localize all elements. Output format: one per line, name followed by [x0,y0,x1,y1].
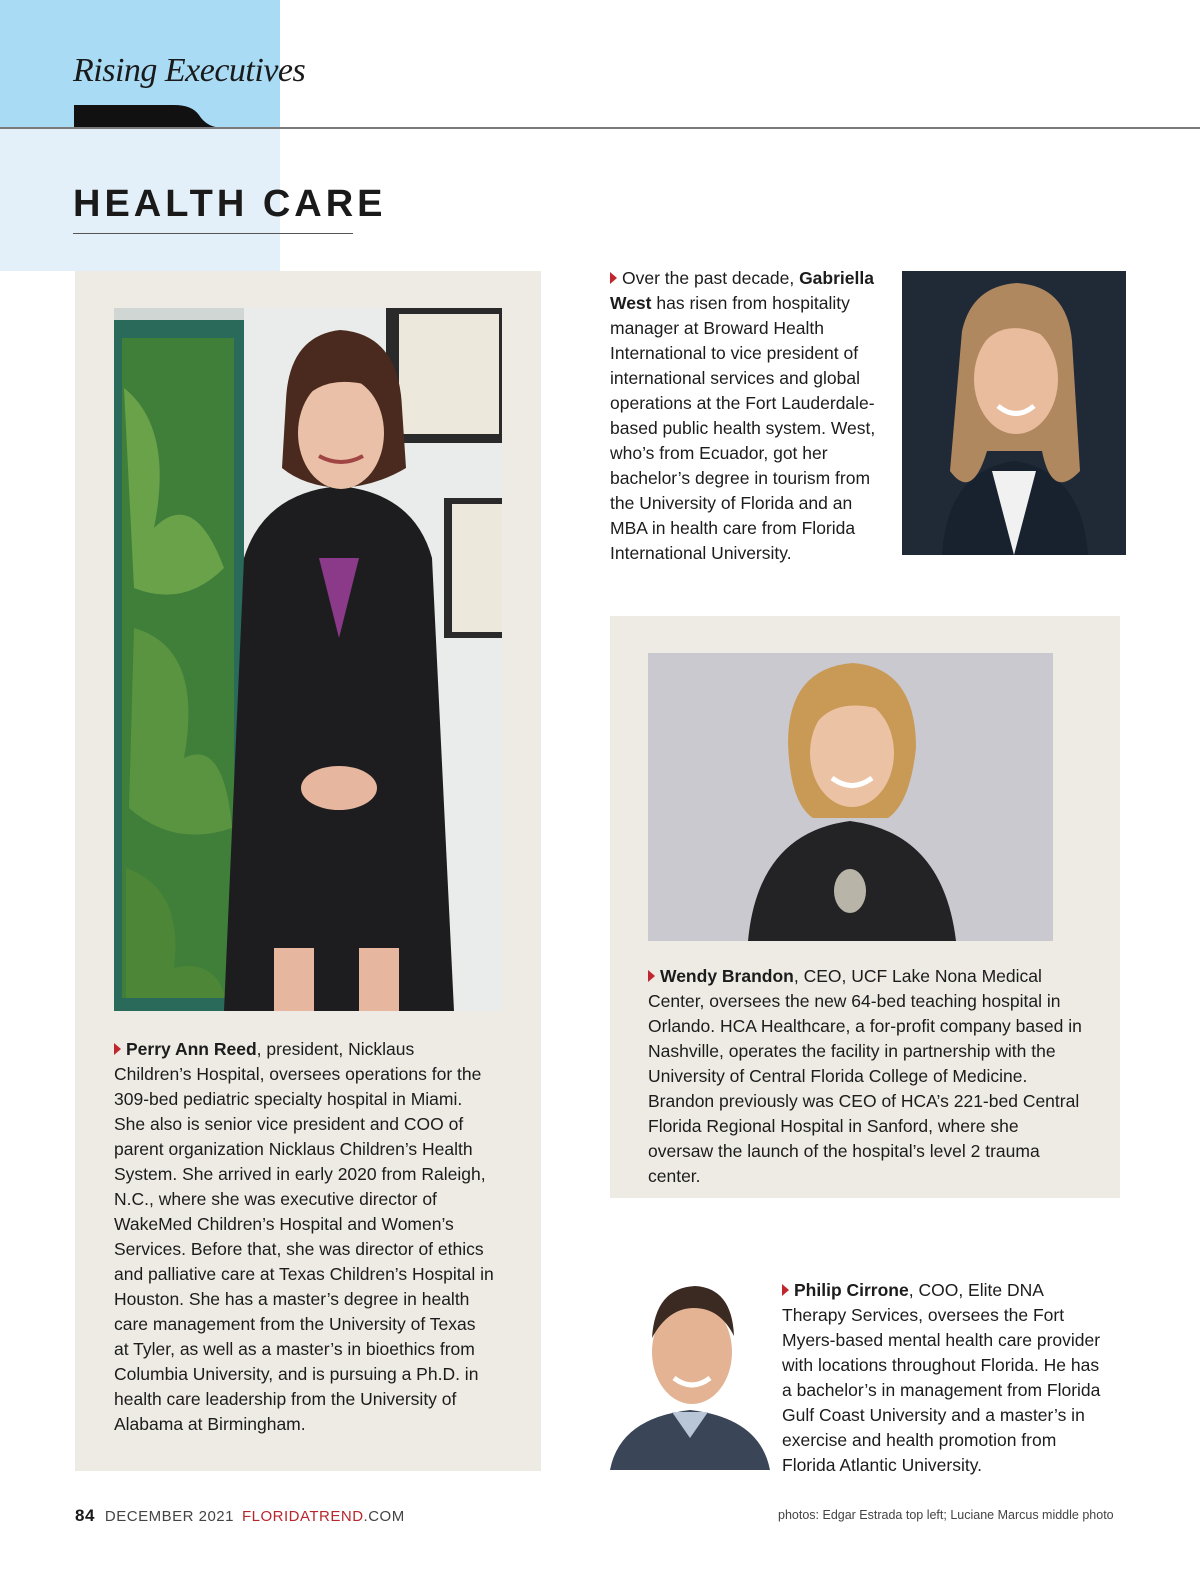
page-footer [75,1506,405,1526]
issue-date: DECEMBER 2021 [104,1508,234,1525]
name-reed: Perry Ann Reed [126,1039,257,1059]
bio-lead-west: Over the past decade, [622,268,800,288]
portrait-photo-brandon [648,653,1053,941]
header-rule [0,127,1200,129]
section-label: Rising Executives [73,52,306,89]
bio-west [610,266,882,566]
title-underline [73,233,353,234]
page-title: HEALTH CARE [73,183,387,225]
name-west: Gabriella West [610,268,874,313]
portrait-photo-cirrone [610,1278,770,1470]
bullet-arrow-icon [648,970,655,982]
bio-text-west: has risen from hospitality manager at Broward Health International to vice president of international services and global operations at the Fort Lauderdale-based public health system. West, who’s from Ecuador, got her bachelor’s degree in tourism from the University of Florida and an MBA in health care from Florida International University. [610,293,876,563]
portrait-photo-reed [114,308,502,1011]
name-cirrone: Philip Cirrone [794,1280,909,1300]
photo-credits: photos: Edgar Estrada top left; Luciane Marcus middle photo [778,1508,1114,1522]
site-link[interactable] [242,1508,405,1525]
bullet-arrow-icon [610,272,617,284]
site-main: FLORIDATREND [241,1508,364,1525]
page-number: 84 [75,1506,95,1525]
bullet-arrow-icon [114,1043,121,1055]
bio-text-cirrone: , COO, Elite DNA Therapy Services, oversees the Fort Myers-based mental health care provider with locations throughout Florida. He has a bachelor’s in management from Florida Gulf Coast University and a master’s in exercise and health promotion from Florida Atlantic University. [782,1280,1101,1475]
bio-cirrone [782,1278,1102,1478]
bio-brandon [648,964,1088,1189]
portrait-photo-west [902,271,1126,555]
bio-text-brandon: , CEO, UCF Lake Nona Medical Center, oversees the new 64-bed teaching hospital in Orlando. HCA Healthcare, a for-profit company based in Nashville, operates the facility in partnership with the University of Central Florida College of Medicine. Brandon previously was CEO of HCA’s 221-bed Central Florida Regional Hospital in Sanford, where she oversaw the launch of the hospital’s level 2 trauma center. [648,966,1082,1186]
bullet-arrow-icon [782,1284,789,1296]
bio-text-reed: , president, Nicklaus Children’s Hospital, oversees operations for the 309-bed pediatric specialty hospital in Miami. She also is senior vice president and COO of parent organization Nicklaus Children’s Health System. She arrived in early 2020 from Raleigh, N.C., where she was executive director of WakeMed Children’s Hospital and Women’s Services. Before that, she was director of ethics and palliative care at Texas Children’s Hospital in Houston. She has a master’s degree in health care management from the University of Texas at Tyler, as well as a master’s in bioethics from Columbia University, and is pursuing a Ph.D. in health care leadership from the University of Alabama at Birmingham. [114,1039,494,1434]
name-brandon: Wendy Brandon [660,966,794,986]
bio-reed [114,1037,494,1437]
site-tld: .COM [363,1508,405,1525]
section-tab-shape [74,105,224,128]
